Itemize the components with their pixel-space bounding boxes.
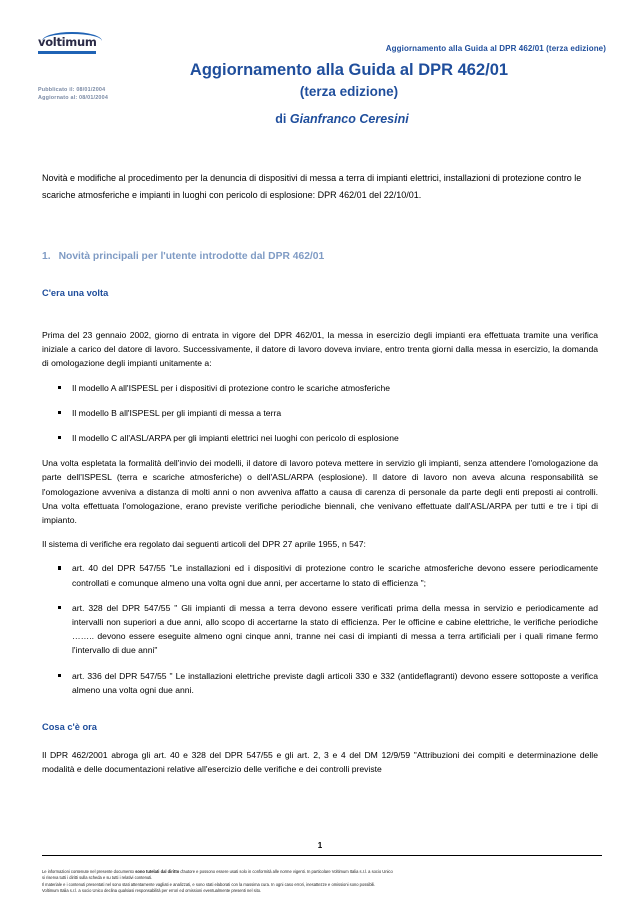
spacer: [42, 708, 598, 722]
list-item-label: Il modello A all'ISPESL per i dispositivi di protezione contro le scariche atmosferiche: [72, 382, 391, 393]
bullet-square-icon: [58, 436, 61, 439]
bullet-list-articoli: [42, 561, 598, 697]
paragraph-cera-3: Il sistema di verifiche era regolato dai seguenti articoli del DPR 27 aprile 1955, n 547:: [42, 539, 366, 550]
spacer: [42, 262, 598, 288]
section-1-title: Novità principali per l'utente introdotte dal DPR 462/01: [58, 251, 325, 262]
subheading-cera-una-volta: C'era una volta: [42, 288, 109, 298]
list-item: [42, 381, 598, 395]
intro-paragraph: [42, 170, 598, 203]
list-item-label: Il modello C all'ASL/ARPA per gli impianti elettrici nei luoghi con pericolo di esplosione: [72, 433, 399, 444]
author-name: Gianfranco Ceresini: [289, 112, 409, 126]
footer-line-1c: d'autore e possono essere usati solo in conformità alle norme vigenti. In particolare Voltimum Italia s.r.l. a socio Unico: [179, 869, 393, 875]
paragraph-cosa-1: Il DPR 462/2001 abroga gli art. 40 e 328 del DPR 547/55 e gli art. 2, 3 e 4 del DM 12/9/59 "Attribuzioni dei compiti e determinazione delle modalità e delle documentazioni relative all'esercizio delle verifiche e dei controlli previste: [42, 750, 598, 775]
document-body: [42, 170, 598, 786]
footer-line-4: Voltimum Italia s.r.l. a socio Unico declina qualsiasi responsabilità per errori ed omissioni eventualmente presenti nel sito.: [42, 887, 262, 893]
footer-line-3: Il materiale e i contenuti presentati nel sono stati attentamente vagliati e analizzati, e sono stati elaborati con la massima cura. In ogni caso errori, inesattezze e omissioni sono possibili.: [42, 881, 376, 887]
list-item-label: art. 336 del DPR 547/55 " Le installazioni elettriche previste dagli articoli 330 e 332 (antideflagranti) devono essere sottoposte a verifica almeno una volta ogni due anni.: [72, 670, 598, 695]
subheading-cosa-ce-ora: Cosa c'è ora: [42, 722, 97, 733]
bullet-list-modelli: [42, 381, 598, 446]
spacer: [42, 203, 598, 251]
published-date: Pubblicato il: 08/01/2004: [38, 87, 106, 93]
list-item-label: Il modello B all'ISPESL per gli impianti di messa a terra: [72, 407, 282, 418]
logo-bar-icon: [38, 51, 96, 54]
spacer: [42, 314, 598, 328]
author-line: [0, 112, 640, 126]
running-head: Aggiornamento alla Guida al DPR 462/01 (terza edizione): [385, 44, 606, 53]
logo-swoosh-icon: [42, 32, 102, 41]
list-item: [42, 601, 598, 658]
paragraph-cera-2: Una volta espletata la formalità dell'invio dei modelli, il datore di lavoro poteva mettere in servizio gli impianti, senza attendere l'omologazione da parte dell'ISPESL (terra e scariche atmosferiche) o dell'ASL/ARPA (esplosione). Il datore di lavoro non aveva alcuna responsabilità se l'omologazione avveniva a distanza di molti anni o non avveniva affatto a causa di carenza di personale da parte degli enti preposti ai controlli. Una volta effettuata l'omologazione, erano previste verifiche periodiche biennali, che venivano effettuate dall'ASL/ARPA per tutti e tre i tipi di impianto.: [42, 458, 598, 526]
author-prefix: di: [275, 112, 290, 126]
page-subtitle: (terza edizione): [299, 84, 399, 99]
list-item: [42, 431, 598, 445]
list-item: [42, 406, 598, 420]
bullet-square-icon: [58, 674, 61, 677]
page-title-text: Aggiornamento alla Guida al DPR 462/01: [189, 61, 509, 79]
list-item: [42, 561, 598, 589]
voltimum-logo: [38, 36, 110, 58]
bullet-square-icon: [58, 566, 61, 569]
page-number: 1: [317, 841, 323, 850]
document-header: [0, 0, 640, 160]
bullet-square-icon: [58, 606, 61, 609]
bullet-square-icon: [58, 411, 61, 414]
footer-line-2: si riserva tutti i diritti sulla scheda e su tutti i relativi contenuti.: [42, 875, 153, 881]
list-item-label: art. 328 del DPR 547/55 " Gli impianti di messa a terra devono essere verificati prima della messa in servizio e periodicamente ad intervalli non superiori a due anni, allo scopo di accertarne la stato di efficienza. Per le officine e cabine elettriche, le verifiche periodiche …….. devono essere eseguite almeno ogni cinque anni, tranne nei casi di impianti di messa a terra artificiali per i quali rimane fermo l'intervallo di due anni": [72, 602, 598, 656]
list-item: [42, 669, 598, 697]
intro-text: Novità e modifiche al procedimento per la denuncia di dispositivi di messa a terra di impianti elettrici, installazioni di protezione contro le scariche atmosferiche e impianti in luoghi con pericolo di esplosione: DPR 462/01 del 22/10/01.: [42, 173, 582, 200]
section-1-heading: [42, 251, 598, 262]
list-item-label: art. 40 del DPR 547/55 "Le installazioni ed i dispositivi di protezione contro le scariche atmosferiche devono essere periodicamente controllati e comunque almeno una volta ogni due anni, per accertarne lo stato di efficienza ";: [72, 563, 598, 588]
footer-disclaimer: [42, 869, 606, 894]
bullet-square-icon: [58, 386, 61, 389]
updated-date: Aggiornato al: 08/01/2004: [38, 95, 109, 101]
footer-line-1a: Le informazioni contenute nel presente documento: [42, 869, 136, 875]
footer-line-1b: sono tutelati dal diritto: [135, 869, 180, 875]
page-title: [0, 60, 640, 102]
logo-wordmark: voltimum: [38, 35, 97, 49]
section-1-number: 1.: [42, 251, 51, 262]
paragraph-cera-1: Prima del 23 gennaio 2002, giorno di entrata in vigore del DPR 462/01, la messa in esercizio degli impianti era effettuata tramite una verifica iniziale a carico del datore di lavoro. Successivamente, il datore di lavoro doveva inviare, entro trenta giorni dalla messa in esercizio, la domanda di omologazione degli impianti unitamente a:: [42, 330, 598, 369]
footer-divider: [42, 855, 602, 856]
